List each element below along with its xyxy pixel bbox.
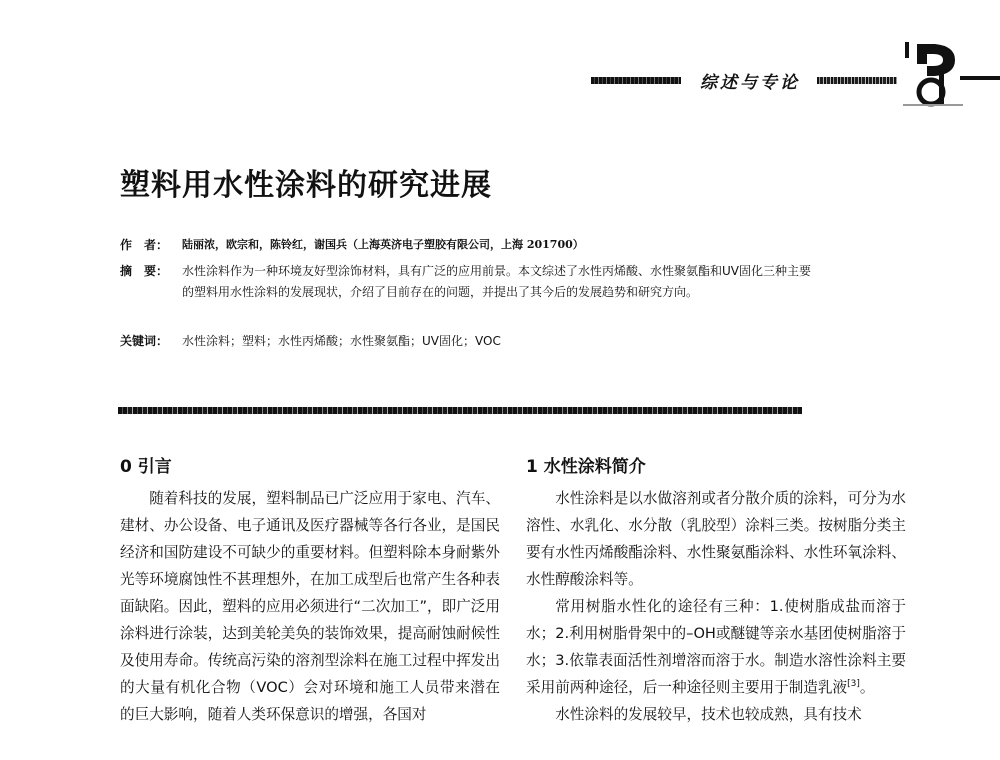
journal-logo-icon xyxy=(903,36,963,108)
section-0-paragraph: 随着科技的发展，塑料制品已广泛应用于家电、汽车、建材、办公设备、电子通讯及医疗器械等各行各业，是国民经济和国防建设不可缺少的重要材料。但塑料除本身耐紫外光等环境腐蚀性不甚理想外，在加工成型后也常产生各种表面缺陷。因此，塑料的应用必须进行“二次加工”，即广泛用涂料进行涂装，达到美轮美奂的装饰效果，提高耐蚀耐候性及使用寿命。传统高污染的溶剂型涂料在施工过程中挥发出的大量有机化合物（VOC）会对环境和施工人员带来潜在的巨大影响，随着人类环保意识的增强，各国对 xyxy=(120,490,500,723)
left-column xyxy=(120,455,500,760)
section-1-paragraph-3: 水性涂料的发展较早，技术也较成熟，具有技术 xyxy=(555,706,862,723)
article-title: 塑料用水性涂料的研究进展 xyxy=(120,168,492,203)
section-divider xyxy=(118,407,802,414)
abstract-row xyxy=(120,262,820,322)
section-0-heading: 0 引言 xyxy=(120,457,172,477)
keywords-label: 关键词： xyxy=(120,334,169,348)
section-label: 综述与专论 xyxy=(700,73,800,93)
header-rule-right xyxy=(817,77,897,84)
section-1-heading: 1 水性涂料简介 xyxy=(526,457,646,477)
right-column xyxy=(526,455,906,760)
section-1-paragraph-2-text: 常用树脂水性化的途径有三种：1.使树脂成盐而溶于水；2.利用树脂骨架中的–OH或醚键等亲水基团使树脂溶于水；3.依靠表面活性剂增溶而溶于水。制造水溶性涂料主要采用前两种途径，后一种途径则主要用于制造乳液 xyxy=(526,598,906,696)
keywords-text: 水性涂料；塑料；水性丙烯酸；水性聚氨酯；UV固化；VOC xyxy=(182,334,501,348)
header-rule-left xyxy=(591,77,681,84)
citation-ref[interactable]: [3] xyxy=(847,679,860,690)
authors-text: 陆丽浓，欧宗和，陈铃红，谢国兵（上海英济电子塑胶有限公司，上海 201700） xyxy=(182,238,584,251)
abstract-label: 摘 要： xyxy=(120,264,169,278)
header-rule-edge xyxy=(960,76,1000,80)
section-1-paragraph-1: 水性涂料是以水做溶剂或者分散介质的涂料，可分为水溶性、水乳化、水分散（乳胶型）涂料三类。按树脂分类主要有水性丙烯酸酯涂料、水性聚氨酯涂料、水性环氧涂料、水性醇酸涂料等。 xyxy=(526,490,906,588)
authors-label: 作 者： xyxy=(120,238,169,252)
abstract-text: 水性涂料作为一种环境友好型涂饰材料，具有广泛的应用前景。本文综述了水性丙烯酸、水性聚氨酯和UV固化三种主要的塑料用水性涂料的发展现状，介绍了目前存在的问题，并提出了其今后的发展趋势和研究方向。 xyxy=(182,264,811,299)
section-1-paragraph-2-end: 。 xyxy=(859,679,875,696)
section-1-paragraph-2 xyxy=(526,593,906,701)
